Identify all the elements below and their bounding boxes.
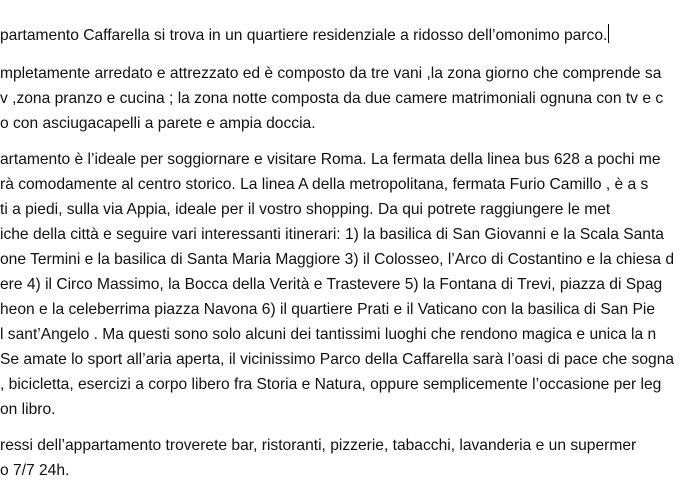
text-line: o 7/7 24h. [0,462,70,479]
text-line: ressi dell’appartamento troverete bar, ristoranti, pizzerie, tabacchi, lavanderia e un supermer [0,437,637,454]
text-line: on libro. [0,401,56,418]
text-line: Se amate lo sport all’aria aperta, il vicinissimo Parco della Caffarella sarà l’oasi di pace che sogna [0,351,675,368]
text-line [0,24,609,44]
text-line: mpletamente arredato e attrezzato ed è composto da tre vani ,la zona giorno che comprende sa [0,65,662,82]
line-text: partamento Caffarella si trova in un quartiere residenziale a ridosso dell’omonimo parco. [0,27,608,44]
text-line: artamento è l’ideale per soggiornare e visitare Roma. La fermata della linea bus 628 a pochi me [0,151,661,168]
text-line: ti a piedi, sulla via Appia, ideale per il vostro shopping. Da qui potrete raggiungere le met [0,201,611,218]
text-line: v ,zona pranzo e cucina ; la zona notte composta da due camere matrimoniali ognuna con tv e c [0,90,664,107]
text-line: , bicicletta, esercizi a corpo libero fra Storia e Natura, oppure semplicemente l’occasione per leg [0,376,662,393]
text-line: heon e la celeberrima piazza Navona 6) il quartiere Prati e il Vaticano con la basilica di San Pie [0,301,656,318]
text-cursor [608,24,609,43]
text-line: iche della città e seguire vari interessanti itinerari: 1) la basilica di San Giovanni e la Scala Santa [0,226,664,243]
text-line: ere 4) il Circo Massimo, la Bocca della Verità e Trastevere 5) la Fontana di Trevi, piazza di Spag [0,276,663,293]
text-line: o con asciugacapelli a parete e ampia doccia. [0,115,316,132]
text-line: one Termini e la basilica di Santa Maria Maggiore 3) il Colosseo, l’Arco di Costantino e la chiesa d [0,251,675,268]
text-line: l sant’Angelo . Ma questi sono solo alcuni dei tantissimi luoghi che rendono magica e unica la n [0,326,657,343]
text-line: rà comodamente al centro storico. La linea A della metropolitana, fermata Furio Camillo , è a s [0,176,649,193]
